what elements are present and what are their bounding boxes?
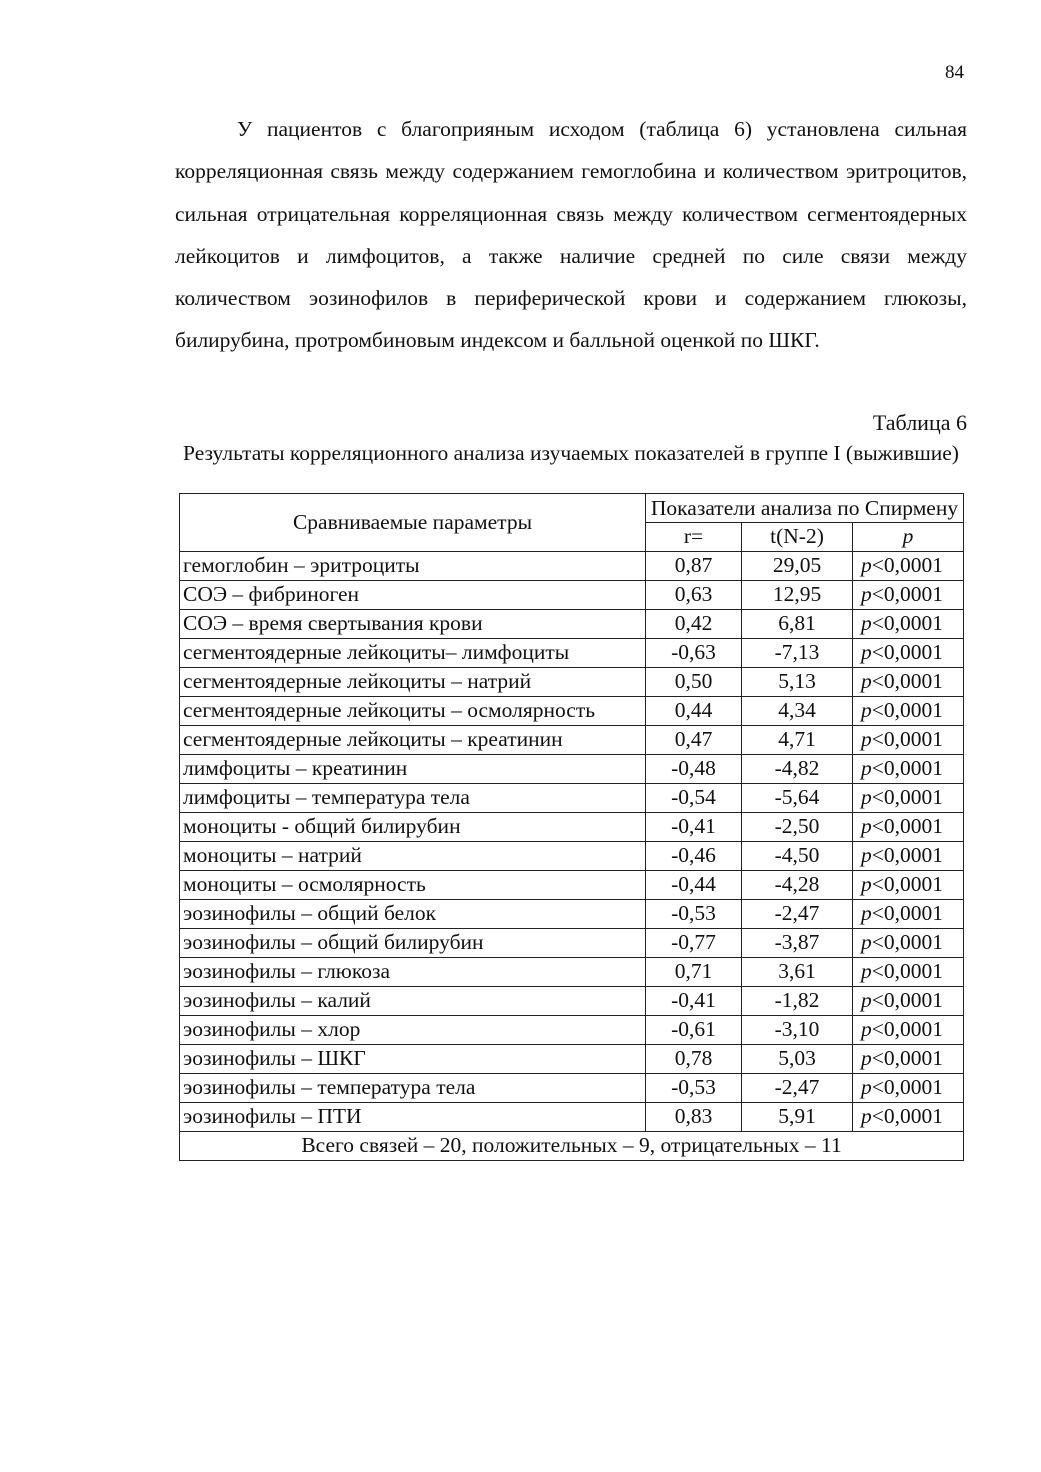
t-cell: -2,47 <box>742 1074 853 1103</box>
p-cell <box>853 639 964 668</box>
header-t: t(N-2) <box>742 523 853 552</box>
table-row <box>180 726 964 755</box>
param-cell: эозинофилы – температура тела <box>180 1074 646 1103</box>
t-cell: -4,50 <box>742 842 853 871</box>
t-cell: 4,71 <box>742 726 853 755</box>
p-cell <box>853 842 964 871</box>
r-cell: 0,63 <box>646 581 742 610</box>
t-cell: -3,10 <box>742 1016 853 1045</box>
p-cell <box>853 1045 964 1074</box>
p-symbol: p <box>861 1104 872 1128</box>
p-cell <box>853 1016 964 1045</box>
summary-row <box>180 1132 964 1161</box>
p-cell <box>853 668 964 697</box>
p-value: <0,0001 <box>871 930 944 954</box>
p-cell <box>853 929 964 958</box>
t-cell: -3,87 <box>742 929 853 958</box>
param-cell: эозинофилы – общий билирубин <box>180 929 646 958</box>
p-value: <0,0001 <box>871 669 944 693</box>
p-symbol: p <box>861 698 872 722</box>
p-value: <0,0001 <box>871 872 944 896</box>
param-cell: лимфоциты – креатинин <box>180 755 646 784</box>
body-paragraph-text: У пациентов с благоприяным исходом (таблица 6) установлена сильная корреляционная связь между содержанием гемоглобина и количеством эритроцитов, сильная отрицательная корреляционная связь между количеством сегментоядерных лейкоцитов и лимфоцитов, а также наличие средней по силе связи между количеством эозинофилов в периферической крови и содержанием глюкозы, билирубина, протромбиновым индексом и балльной оценкой по ШКГ. <box>175 117 967 353</box>
r-cell: -0,41 <box>646 987 742 1016</box>
table-row <box>180 1045 964 1074</box>
table-row <box>180 755 964 784</box>
r-cell: 0,42 <box>646 610 742 639</box>
p-cell <box>853 697 964 726</box>
param-cell: сегментоядерные лейкоциты – осмолярность <box>180 697 646 726</box>
r-cell: 0,50 <box>646 668 742 697</box>
p-value: <0,0001 <box>871 553 944 577</box>
t-cell: 5,03 <box>742 1045 853 1074</box>
p-cell <box>853 1074 964 1103</box>
t-cell: 5,13 <box>742 668 853 697</box>
p-value: <0,0001 <box>871 582 944 606</box>
p-symbol: p <box>861 872 872 896</box>
table-row <box>180 1103 964 1132</box>
t-cell: -4,28 <box>742 871 853 900</box>
param-cell: лимфоциты – температура тела <box>180 784 646 813</box>
t-cell: -1,82 <box>742 987 853 1016</box>
p-cell <box>853 900 964 929</box>
r-cell: -0,77 <box>646 929 742 958</box>
param-cell: сегментоядерные лейкоциты– лимфоциты <box>180 639 646 668</box>
p-value: <0,0001 <box>871 756 944 780</box>
table-row <box>180 900 964 929</box>
p-symbol: p <box>861 901 872 925</box>
table-row <box>180 784 964 813</box>
t-cell: 12,95 <box>742 581 853 610</box>
t-cell: -4,82 <box>742 755 853 784</box>
p-value: <0,0001 <box>871 727 944 751</box>
p-symbol: p <box>861 582 872 606</box>
body-paragraph <box>175 108 967 362</box>
t-cell: 5,91 <box>742 1103 853 1132</box>
p-symbol: p <box>861 814 872 838</box>
t-cell: -2,50 <box>742 813 853 842</box>
table-row <box>180 842 964 871</box>
r-cell: -0,53 <box>646 900 742 929</box>
p-cell <box>853 581 964 610</box>
p-value: <0,0001 <box>871 843 944 867</box>
r-cell: 0,71 <box>646 958 742 987</box>
summary-cell: Всего связей – 20, положительных – 9, отрицательных – 11 <box>180 1132 964 1161</box>
r-cell: -0,53 <box>646 1074 742 1103</box>
table-row <box>180 1074 964 1103</box>
r-cell: -0,46 <box>646 842 742 871</box>
t-cell: -5,64 <box>742 784 853 813</box>
t-cell: 6,81 <box>742 610 853 639</box>
param-cell: сегментоядерные лейкоциты – креатинин <box>180 726 646 755</box>
table-header-row <box>180 494 964 523</box>
p-value: <0,0001 <box>871 814 944 838</box>
p-symbol: p <box>861 669 872 693</box>
r-cell: 0,87 <box>646 552 742 581</box>
r-cell: -0,54 <box>646 784 742 813</box>
p-value: <0,0001 <box>871 698 944 722</box>
p-symbol: p <box>861 756 872 780</box>
t-cell: -2,47 <box>742 900 853 929</box>
p-value: <0,0001 <box>871 640 944 664</box>
p-symbol: p <box>861 1046 872 1070</box>
t-cell: 3,61 <box>742 958 853 987</box>
p-cell <box>853 726 964 755</box>
param-cell: эозинофилы – ШКГ <box>180 1045 646 1074</box>
r-cell: -0,41 <box>646 813 742 842</box>
t-cell: -7,13 <box>742 639 853 668</box>
p-symbol: p <box>861 785 872 809</box>
p-value: <0,0001 <box>871 785 944 809</box>
p-symbol: p <box>861 988 872 1012</box>
p-value: <0,0001 <box>871 901 944 925</box>
header-spearman-group: Показатели анализа по Спирмену <box>646 494 964 523</box>
header-compared-params: Сравниваемые параметры <box>180 494 646 552</box>
param-cell: СОЭ – фибриноген <box>180 581 646 610</box>
p-value: <0,0001 <box>871 1017 944 1041</box>
p-cell <box>853 610 964 639</box>
p-value: <0,0001 <box>871 1104 944 1128</box>
p-symbol: p <box>861 959 872 983</box>
table-row <box>180 987 964 1016</box>
table-label: Таблица 6 <box>872 410 967 435</box>
r-cell: 0,47 <box>646 726 742 755</box>
r-cell: -0,48 <box>646 755 742 784</box>
table-row <box>180 610 964 639</box>
param-cell: моноциты - общий билирубин <box>180 813 646 842</box>
r-cell: -0,61 <box>646 1016 742 1045</box>
table-row <box>180 639 964 668</box>
table-row <box>180 929 964 958</box>
param-cell: эозинофилы – ПТИ <box>180 1103 646 1132</box>
table-row <box>180 668 964 697</box>
p-cell <box>853 871 964 900</box>
p-cell <box>853 784 964 813</box>
param-cell: моноциты – осмолярность <box>180 871 646 900</box>
p-cell <box>853 813 964 842</box>
table-row <box>180 1016 964 1045</box>
r-cell: 0,78 <box>646 1045 742 1074</box>
p-cell <box>853 552 964 581</box>
table-row <box>180 813 964 842</box>
r-cell: 0,44 <box>646 697 742 726</box>
param-cell: СОЭ – время свертывания крови <box>180 610 646 639</box>
table-row <box>180 958 964 987</box>
p-symbol: p <box>861 727 872 751</box>
r-cell: 0,83 <box>646 1103 742 1132</box>
param-cell: эозинофилы – общий белок <box>180 900 646 929</box>
p-value: <0,0001 <box>871 959 944 983</box>
param-cell: эозинофилы – калий <box>180 987 646 1016</box>
p-cell <box>853 1103 964 1132</box>
p-cell <box>853 987 964 1016</box>
p-symbol: p <box>861 553 872 577</box>
p-value: <0,0001 <box>871 611 944 635</box>
table-row <box>180 697 964 726</box>
header-p <box>853 523 964 552</box>
header-r: r= <box>646 523 742 552</box>
r-cell: -0,63 <box>646 639 742 668</box>
param-cell: сегментоядерные лейкоциты – натрий <box>180 668 646 697</box>
p-cell <box>853 755 964 784</box>
p-symbol: p <box>861 1075 872 1099</box>
p-cell <box>853 958 964 987</box>
header-p-symbol: p <box>902 524 914 548</box>
p-symbol: p <box>861 640 872 664</box>
r-cell: -0,44 <box>646 871 742 900</box>
t-cell: 4,34 <box>742 697 853 726</box>
p-symbol: p <box>861 843 872 867</box>
p-value: <0,0001 <box>871 988 944 1012</box>
p-value: <0,0001 <box>871 1046 944 1070</box>
p-symbol: p <box>861 1017 872 1041</box>
param-cell: гемоглобин – эритроциты <box>180 552 646 581</box>
p-value: <0,0001 <box>871 1075 944 1099</box>
param-cell: эозинофилы – глюкоза <box>180 958 646 987</box>
correlation-table <box>179 493 964 1161</box>
p-symbol: p <box>861 611 872 635</box>
param-cell: эозинофилы – хлор <box>180 1016 646 1045</box>
table-row <box>180 871 964 900</box>
p-symbol: p <box>861 930 872 954</box>
table-row <box>180 552 964 581</box>
param-cell: моноциты – натрий <box>180 842 646 871</box>
page-number: 84 <box>945 62 964 83</box>
t-cell: 29,05 <box>742 552 853 581</box>
table-caption: Результаты корреляционного анализа изучаемых показателей в группе I (выжившие) <box>183 441 959 465</box>
table-row <box>180 581 964 610</box>
